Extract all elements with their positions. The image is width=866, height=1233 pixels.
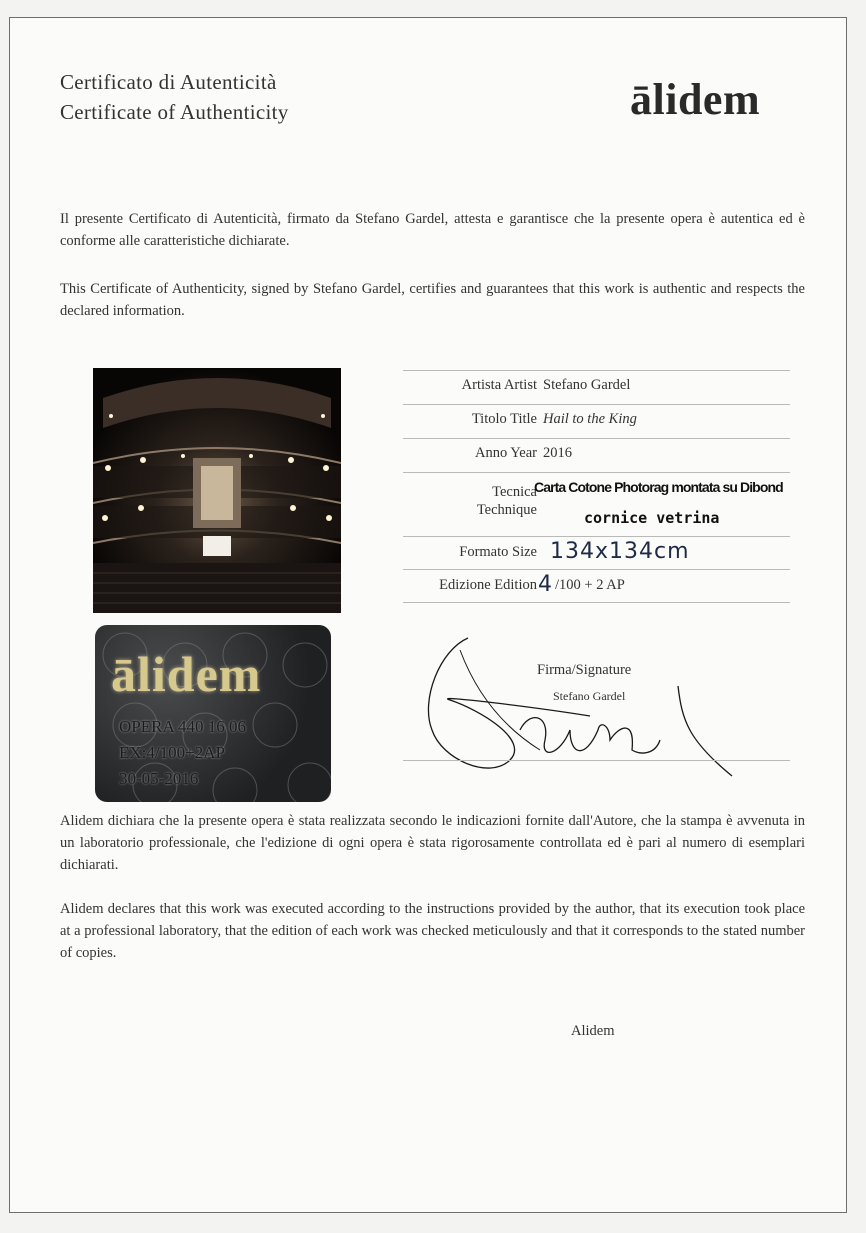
hologram-sticker	[95, 625, 331, 802]
artwork-image	[93, 368, 341, 613]
artist-label: Artista Artist	[461, 377, 537, 393]
technique-value-line1: Carta Cotone Photorag montata su Dibond	[534, 479, 783, 495]
year-value: 2016	[543, 445, 572, 461]
row-edition	[403, 569, 790, 603]
technique-value-line2: cornice vetrina	[584, 509, 720, 527]
row-artist	[403, 370, 790, 404]
hologram-opera-code: OPERA 440 16 06	[119, 717, 247, 736]
artist-value: Stefano Gardel	[543, 377, 631, 393]
title-italian: Certificato di Autenticità	[60, 70, 277, 94]
intro-english: This Certificate of Authenticity, signed by Stefano Gardel, certifies and guarantees that this work is authentic and respects the declared information.	[60, 281, 805, 319]
row-title	[403, 404, 790, 438]
theatre-interior-illustration	[93, 368, 341, 613]
signature-line	[403, 760, 790, 761]
alidem-logo: ālidem	[630, 75, 761, 124]
title-label: Titolo Title	[471, 411, 537, 427]
declaration-italian: Alidem dichiara che la presente opera è stata realizzata secondo le indicazioni fornite dall'Autore, che la stampa è avvenuta in un laboratorio professionale, che l'edizione di ogni opera è stata rigorosamente controllata ed è pari al numero di esemplari dichiarati.	[60, 813, 805, 873]
technique-label-en: Technique	[476, 502, 537, 518]
details-table	[403, 370, 790, 603]
signature-label: Firma/Signature	[537, 662, 632, 678]
title-value: Hail to the King	[543, 411, 637, 427]
footer-signatory: Alidem	[571, 1023, 615, 1039]
hologram-date: 30-05-2016	[119, 769, 199, 788]
certificate-frame	[9, 17, 847, 1213]
title-english: Certificate of Authenticity	[60, 100, 289, 124]
hologram-logo: ālidem	[111, 646, 262, 702]
edition-label: Edizione Edition	[439, 577, 537, 593]
size-value: 134x134cm	[550, 539, 690, 564]
intro-italian: Il presente Certificato di Autenticità, firmato da Stefano Gardel, attesta e garantisce che la presente opera è autentica ed è conforme alle caratteristiche dichiarate.	[60, 211, 805, 249]
edition-number: 4	[538, 572, 552, 597]
year-label: Anno Year	[474, 445, 537, 461]
row-size	[403, 536, 790, 569]
hologram-edition: EX:4/100+2AP	[119, 743, 225, 762]
handwritten-signature	[420, 630, 740, 780]
size-label: Formato Size	[459, 544, 537, 560]
row-technique	[403, 472, 790, 536]
technique-label	[477, 483, 537, 519]
edition-total: /100 + 2 AP	[555, 577, 625, 593]
declaration-english: Alidem declares that this work was executed according to the instructions provided by the author, that its execution took place at a professional laboratory, that the edition of each work was checked meticulously and that it corresponds to the stated number of copies.	[60, 901, 805, 961]
signature-name: Stefano Gardel	[553, 689, 626, 703]
technique-label-it: Tecnica	[492, 484, 537, 500]
row-year	[403, 438, 790, 472]
